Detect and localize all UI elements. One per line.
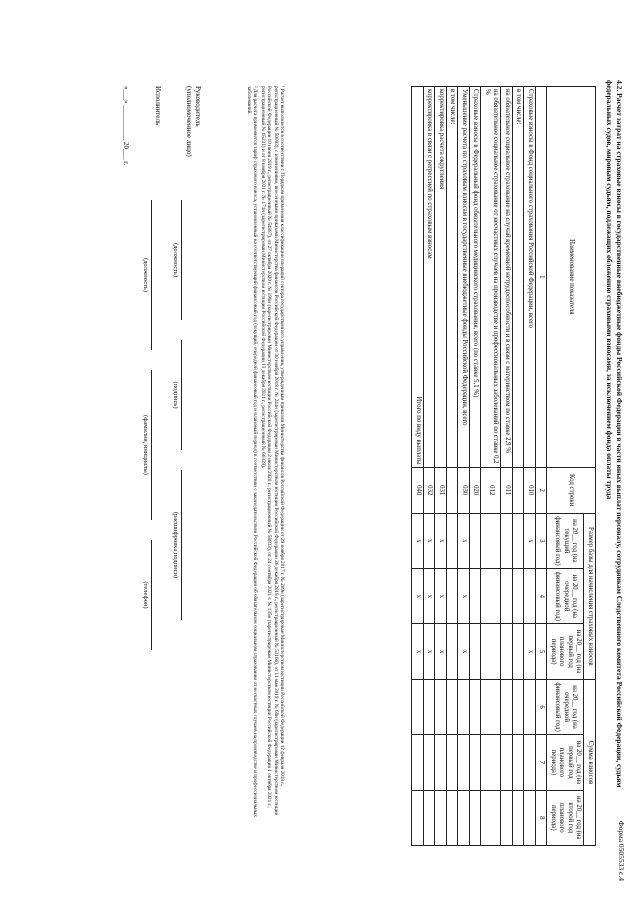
row-code: 012 [481,467,501,513]
row-value: x [458,624,470,679]
row-name: Страховые взносы в Федеральный фонд обязательного медицинского страхования, всего (по ставке 5,1 %) [470,87,482,468]
col-number: 3 [536,513,548,568]
total-value: x [412,513,424,568]
head-decoding-line [181,470,182,620]
head-signature-caption: (подпись) [172,381,179,409]
row-value [435,679,447,734]
row-name: Страховые взносы в Фонд социального страхования Российской Федерации, всего [524,87,536,468]
row-code: 020 [470,467,482,513]
row-value: x [435,513,447,568]
form-code: Форма 0505533 с.4 [617,820,626,881]
row-value [424,679,436,734]
row-value [470,790,482,845]
head-position-line [181,200,182,320]
table-row [524,87,536,846]
row-value: x [435,624,447,679]
exec-fio-line [151,370,152,520]
total-label-part: выплаты [415,439,422,465]
row-code [513,467,525,513]
row-value [424,735,436,790]
row-value [470,513,482,568]
col-number: 2 [536,467,548,513]
total-code: 040 [412,467,424,513]
row-value [481,624,501,679]
table-row [424,87,436,846]
col-number: 4 [536,569,548,624]
row-value [481,790,501,845]
row-value [501,679,513,734]
exec-fio-caption: (фамилия, инициалы) [142,415,149,475]
row-name: на обязательное социальное страхование на случай временной нетрудоспособности и в связи с материнством по ставке 2,9 % [501,87,513,468]
total-value: x [412,624,424,679]
header-period: на 20__ год (на первый год планового периода) [547,735,584,790]
col-number: 5 [536,624,548,679]
row-value [501,735,513,790]
total-value: x [412,569,424,624]
row-value [470,624,482,679]
header-period: на 20__ год (на второй год планового периода) [547,790,584,845]
header-period: на 20__ год (на первый год планового периода) [547,624,584,679]
row-name: на обязательное социальное страхование от несчастных случаев на производстве и профессиональных заболеваний по ставке 0,2 % [481,87,501,468]
head-signature-line [181,340,182,450]
row-value [447,624,459,679]
header-base: Размер базы для начисления страховых взносов [584,513,596,679]
footnote-2: ² Для расчета применяется тариф страхового взноса, установленный на соответствующий финансовый год (текущий, очередной финансовый год и плановый период) в соответствии с законодательством Российской Федерации об обязательном социальном страховании от несчастных случаев на производстве и профессиональных заболеваний. [245,86,259,817]
row-value [481,569,501,624]
total-label-part: Итого [415,396,422,414]
row-value [513,513,525,568]
col-number: 8 [536,790,548,845]
row-value [481,513,501,568]
head-decoding-caption: (расшифровка подписи) [172,511,179,579]
row-value [458,735,470,790]
header-name: Наименование показателя [547,87,596,468]
footnotes [245,86,285,826]
row-value [458,790,470,845]
table-body [412,87,536,846]
col-number: 6 [536,679,548,734]
row-value: x [424,624,436,679]
row-value [447,569,459,624]
row-value [470,569,482,624]
row-code: 030 [458,467,470,513]
table-row [501,87,513,846]
total-value [412,679,424,734]
row-value [513,624,525,679]
head-label: Руководитель [194,86,202,127]
exec-label: Исполнитель [154,86,162,126]
row-value [470,735,482,790]
row-name: в том числе: [447,87,459,468]
table-row [481,87,501,846]
header-code: Код строки [547,467,596,513]
row-value [424,790,436,845]
row-name: корректировка в связи с регрессией по страховым взносам [424,87,436,468]
row-code: 032 [424,467,436,513]
calculation-table [412,86,597,846]
row-value [447,790,459,845]
row-value: x [524,624,536,679]
row-value [513,790,525,845]
row-value [513,735,525,790]
row-value [501,624,513,679]
row-value: x [424,569,436,624]
row-name: Уменьшение расчета по страховым взносам в государственные внебюджетные фонды Российской Федерации, всего [458,87,470,468]
row-value [524,679,536,734]
row-value [524,569,536,624]
total-label-part: по виду [415,415,422,438]
total-label [412,87,424,468]
total-value [412,790,424,845]
row-value [470,679,482,734]
row-value [501,790,513,845]
row-value: x [435,569,447,624]
head-sub: (уполномоченное лицо) [185,86,193,157]
table-row [458,87,470,846]
row-value: x [524,513,536,568]
row-value [481,679,501,734]
row-value [447,735,459,790]
table-row [513,87,525,846]
exec-phone-caption: (телефон) [142,581,149,609]
row-code: 010 [524,467,536,513]
table-row [470,87,482,846]
row-value [458,679,470,734]
row-code: 031 [435,467,447,513]
table-row [435,87,447,846]
row-value [524,735,536,790]
date-line: «___» __________ 20___ г. [122,86,130,166]
header-period: на 20__ год (на текущий финансовый год) [547,513,584,568]
row-value: x [458,569,470,624]
document-title: 4.2. Расчет затрат на страховые взносы в государственные внебюджетные фонды Российской Федерации в части иных выплат персоналу, сотрудникам Следственного комитета Российской Федерации, судьям федеральных судов, мировым судьям, подлежащих обложению страховыми взносами, за исключением фонда оплаты труда [605,80,624,788]
row-value: x [458,513,470,568]
row-value [501,569,513,624]
col-number: 1 [536,87,548,468]
row-value [513,679,525,734]
exec-position-caption: (должность) [142,257,149,293]
row-name: корректировка расчета округления [435,87,447,468]
table-row [447,87,459,846]
row-value [524,790,536,845]
col-number: 7 [536,735,548,790]
footnote-1: ¹ Расчет выполняется в соответствии с Порядком применения классификации операций сектора государственного управления, утвержденным приказом Министерства финансов Российской Федерации от 29 ноября 2017 г. № 209н (зарегистрирован Министерством юстиции Российской Федерации 12 февраля 2018 г., регистрационный № 50003), с изменениями, внесенными приказами Министерства финансов Российской Федерации от 30 ноября 2018 г. № 244н (зарегистрирован Министерством юстиции Российской Федерации 26 декабря 2018 г., регистрационный № 53166), от 11 мая 2019 г. № 69н (зарегистрирован Министерством юстиции Российской Федерации 10 июня 2019 г., регистрационный № 54887), от 27 октября 2020 г. № 198н (зарегистрирован Министерством юстиции Российской Федерации 2 июля 2020 г., регистрационный № 58833), от 24 сентября 2021 г. № 135н (зарегистрирован Министерством юстиции Российской Федерации 1 октября 2021 г., регистрационный № 65231) и от 8 ноября 2021 г. № 171н (зарегистрирован Министерством юстиции Российской Федерации 13 декабря 2021 г., регистрационный № 66329). [259,86,285,816]
header-period: на 20__ год (на очередной финансовый год) [547,569,584,624]
row-value [447,513,459,568]
row-value [435,790,447,845]
row-value [447,679,459,734]
header-period: на 20__ год (на очередной финансовый год) [547,679,584,734]
row-name: в том числе: [513,87,525,468]
total-row [412,87,424,846]
row-value: x [424,513,436,568]
row-code [447,467,459,513]
head-position-caption: (должность) [172,242,179,278]
exec-phone-line [151,540,152,650]
row-value [435,735,447,790]
row-value [481,735,501,790]
header-sum: Сумма взносов [584,679,596,845]
row-value [513,569,525,624]
row-code: 011 [501,467,513,513]
exec-position-line [151,200,152,350]
row-value [501,513,513,568]
total-value [412,735,424,790]
